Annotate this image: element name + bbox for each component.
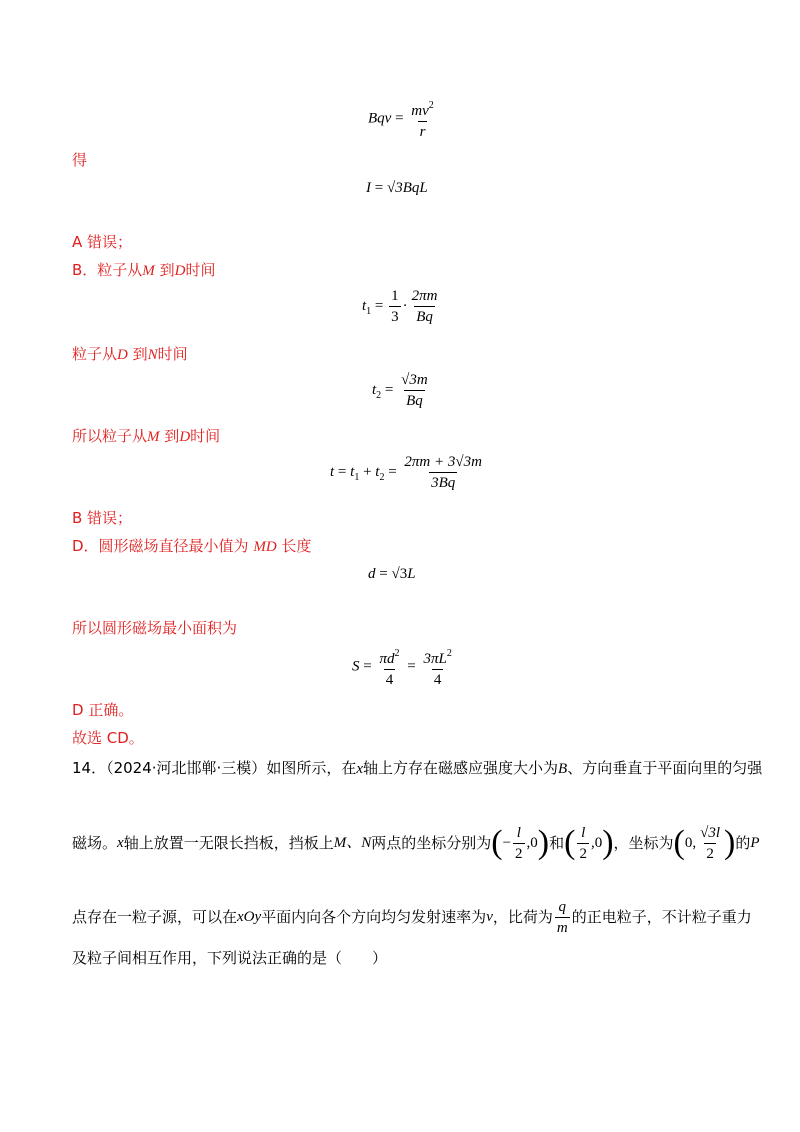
equation-area: S = $\frac{\pi d^2}{4}$ = $\frac{3\pi L^2}{4}$ — [352, 648, 452, 688]
coord-n: ( $\frac{l}{2}$ , 0 ) — [564, 824, 614, 862]
equation-impulse: I = √3BqL — [366, 180, 428, 196]
question-source: （2024·河北邯郸·三模） — [106, 759, 267, 777]
text-dn-line: 粒子从D 到N时间 — [72, 345, 188, 363]
q14-line-1: 14．（2024·河北邯郸·三模）如图所示，在x轴上方存在磁感应强度大小为B、方向垂直于平面向里的匀强 — [72, 759, 763, 777]
coord-p: ( 0 , $\frac{√3l}{2}$ ) — [673, 824, 736, 862]
text-md-line: 所以粒子从M 到D时间 — [72, 427, 221, 445]
q14-line-3: 点存在一粒子源，可以在 xOy 平面内向各个方向均匀发射速率为 v ，比荷为 $\frac{q}{m}$ 的正电粒子，不计粒子重力 — [72, 898, 752, 936]
question-number: 14． — [72, 759, 107, 777]
equation-diameter: d = √3L — [368, 566, 416, 582]
text-b-wrong: B 错误； — [72, 509, 133, 527]
text-d-line: D．圆形磁场直径最小值为 MD 长度 — [72, 537, 312, 555]
text-a-wrong: A 错误； — [72, 233, 133, 251]
q14-line-2: 磁场。 x 轴上放置一无限长挡板，挡板上 M、N 两点的坐标分别为 ( − $\frac{l}{2}$ , 0 ) 和 ( $\frac{l}{2}$ , 0 ) ，坐标为 ( 0 , $\frac{√3l}{2}$ ) 的 P — [72, 824, 760, 862]
text-choose: 故选 CD。 — [72, 729, 144, 747]
text-b-line: B．粒子从M 到D时间 — [72, 261, 216, 279]
equation-t2: $t_2$ = $\frac{√3m}{Bq}$ — [372, 372, 428, 409]
charge-mass-ratio: $\frac{q}{m}$ — [556, 898, 568, 936]
q14-line-4: 及粒子间相互作用，下列说法正确的是（ ） — [72, 949, 388, 967]
text-d-right: D 正确。 — [72, 701, 134, 719]
coord-m: ( − $\frac{l}{2}$ , 0 ) — [491, 824, 550, 862]
text-de: 得 — [72, 151, 88, 169]
equation-t1: $t_1$ = $\frac{1}{3}$ · $\frac{2\pi m}{Bq}$ — [362, 288, 438, 325]
equation-total-time: $t = t_1 + t_2$ = $\frac{2\pi m + 3√3m}{3Bq}$ — [330, 454, 482, 491]
equation-lorentz-force: Bqv = $\frac{mv^2}{r}$ — [368, 100, 434, 140]
text-area-line: 所以圆形磁场最小面积为 — [72, 619, 238, 637]
